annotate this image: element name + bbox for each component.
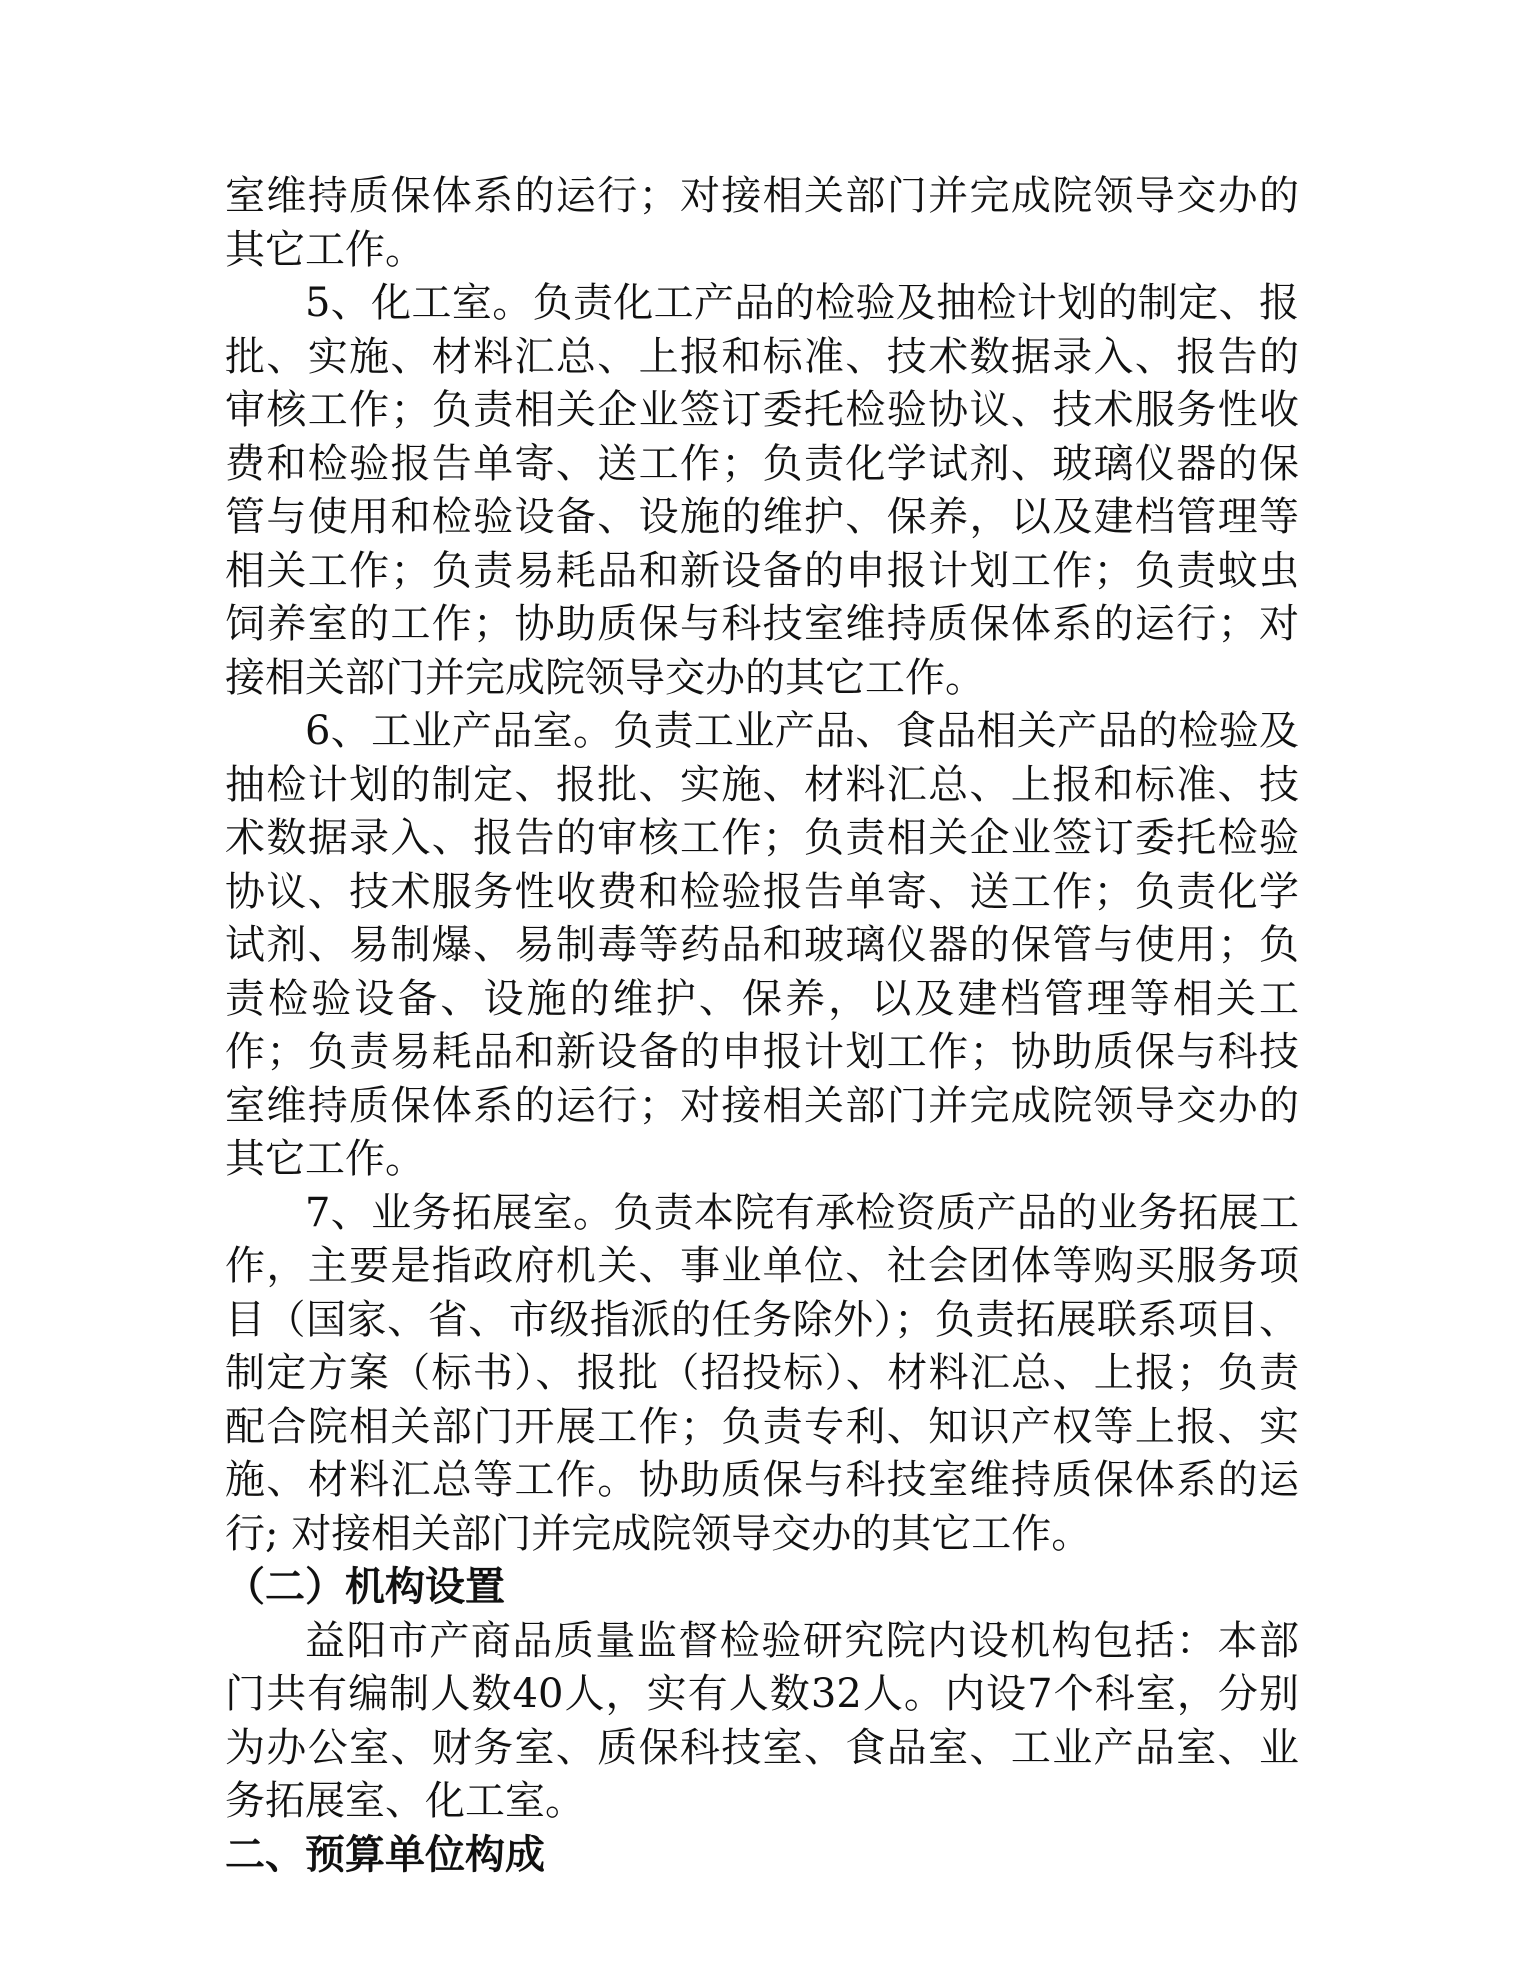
- paragraph-item-5-chemical-lab: 5、化工室。负责化工产品的检验及抽检计划的制定、报批、实施、材料汇总、上报和标准、技术数据录入、报告的审核工作；负责相关企业签订委托检验协议、技术服务性收费和检验报告单寄、送工作；负责化学试剂、玻璃仪器的保管与使用和检验设备、设施的维护、保养，以及建档管理等相关工作；负责易耗品和新设备的申报计划工作；负责蚊虫饲养室的工作；协助质保与科技室维持质保体系的运行；对接相关部门并完成院领导交办的其它工作。: [225, 280, 1299, 701]
- section-heading-budget-units: 二、预算单位构成: [225, 1831, 545, 1878]
- document-body: [225, 170, 1299, 1882]
- section-heading-org-setup: （二）机构设置: [225, 1564, 505, 1610]
- paragraph-item-7-business-expansion: 7、业务拓展室。负责本院有承检资质产品的业务拓展工作，主要是指政府机关、事业单位、社会团体等购买服务项目（国家、省、市级指派的任务除外）；负责拓展联系项目、制定方案（标书）、报批（招投标）、材料汇总、上报；负责配合院相关部门开展工作；负责专利、知识产权等上报、实施、材料汇总等工作。协助质保与科技室维持质保体系的运行; 对接相关部门并完成院领导交办的其它工作。: [225, 1189, 1299, 1557]
- paragraph-org-setup-body: 益阳市产商品质量监督检验研究院内设机构包括：本部门共有编制人数40人，实有人数32人。内设7个科室，分别为办公室、财务室、质保科技室、食品室、工业产品室、业务拓展室、化工室。: [225, 1617, 1299, 1824]
- paragraph-continued: 室维持质保体系的运行；对接相关部门并完成院领导交办的其它工作。: [225, 173, 1299, 273]
- paragraph-item-6-industrial-products-lab: 6、工业产品室。负责工业产品、食品相关产品的检验及抽检计划的制定、报批、实施、材料汇总、上报和标准、技术数据录入、报告的审核工作；负责相关企业签订委托检验协议、技术服务性收费和检验报告单寄、送工作；负责化学试剂、易制爆、易制毒等药品和玻璃仪器的保管与使用；负责检验设备、设施的维护、保养，以及建档管理等相关工作；负责易耗品和新设备的申报计划工作；协助质保与科技室维持质保体系的运行；对接相关部门并完成院领导交办的其它工作。: [225, 708, 1299, 1182]
